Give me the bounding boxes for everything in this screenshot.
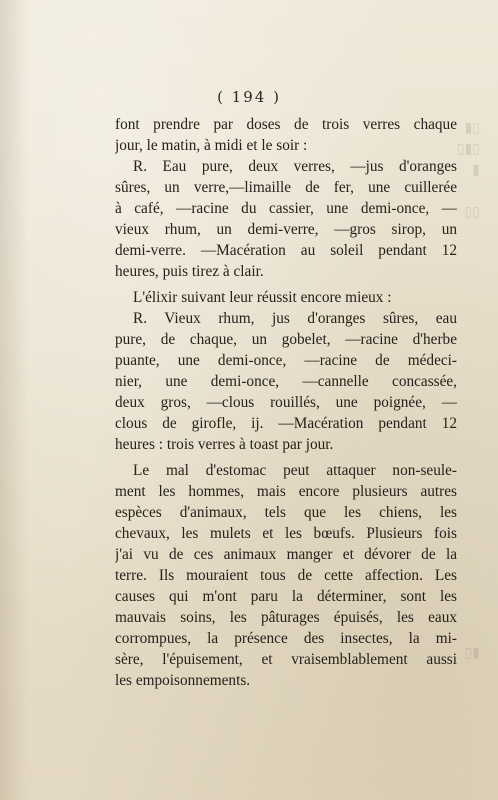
recipe-line: sûres, un verre,—limaille de fer, une cuillerée	[115, 179, 457, 196]
paragraph-line: sère, l'épuisement, et vraisemblablement aussi	[115, 651, 457, 668]
recipe-line: demi-verre. —Macération au soleil pendant 12	[115, 242, 457, 259]
show-through-texture: ▮▯ ▯▮▯ ▮ ▯▯ ▯▮	[456, 121, 480, 661]
paragraph-line: causes qui m'ont paru la déterminer, sont les	[115, 588, 457, 605]
text-line: font prendre par doses de trois verres chaque	[115, 116, 457, 133]
recipe-line: pure, de chaque, un gobelet, —racine d'herbe	[115, 331, 457, 348]
recipe-line: vieux rhum, un demi-verre, —gros sirop, un	[115, 221, 457, 238]
paragraph-line: les empoisonnements.	[115, 672, 251, 689]
body-text	[115, 114, 457, 691]
recipe-line: puante, une demi-once, —racine de médeci-	[115, 352, 457, 369]
recipe-line: nier, une demi-once, —cannelle concassée,	[115, 373, 457, 390]
recipe-line: heures : trois verres à toast par jour.	[115, 436, 334, 453]
paragraph-line: espèces d'animaux, tels que les chiens, les	[115, 504, 457, 521]
paragraph-line: Le mal d'estomac peut attaquer non-seule-	[133, 462, 457, 479]
paragraph-line: mauvais soins, les pâturages épuisés, les eaux	[115, 609, 457, 626]
paragraph-line: terre. Ils mouraient tous de cette affection. Les	[115, 567, 457, 584]
page-number: ( 194 )	[217, 88, 281, 106]
text-line: jour, le matin, à midi et le soir :	[115, 137, 308, 154]
paragraph-line: chevaux, les mulets et les bœufs. Plusieurs fois	[115, 525, 457, 542]
paragraph-line: corrompues, la présence des insectes, la mi-	[115, 630, 457, 647]
recipe-line: R. Vieux rhum, jus d'oranges sûres, eau	[133, 310, 457, 327]
recipe-line: heures, puis tirez à clair.	[115, 263, 264, 280]
paragraph-line: ment les hommes, mais encore plusieurs autres	[115, 483, 457, 500]
recipe-line: clous de girofle, ij. —Macération pendant 12	[115, 415, 457, 432]
recipe-line: R. Eau pure, deux verres, —jus d'oranges	[133, 158, 457, 175]
paragraph-line: j'ai vu de ces animaux manger et dévorer de la	[115, 546, 457, 563]
recipe-line: à café, —racine du cassier, une demi-once, —	[115, 200, 457, 217]
paragraph-line: L'élixir suivant leur réussit encore mieux :	[133, 289, 392, 306]
recipe-line: deux gros, —clous rouillés, une poignée, —	[115, 394, 457, 411]
